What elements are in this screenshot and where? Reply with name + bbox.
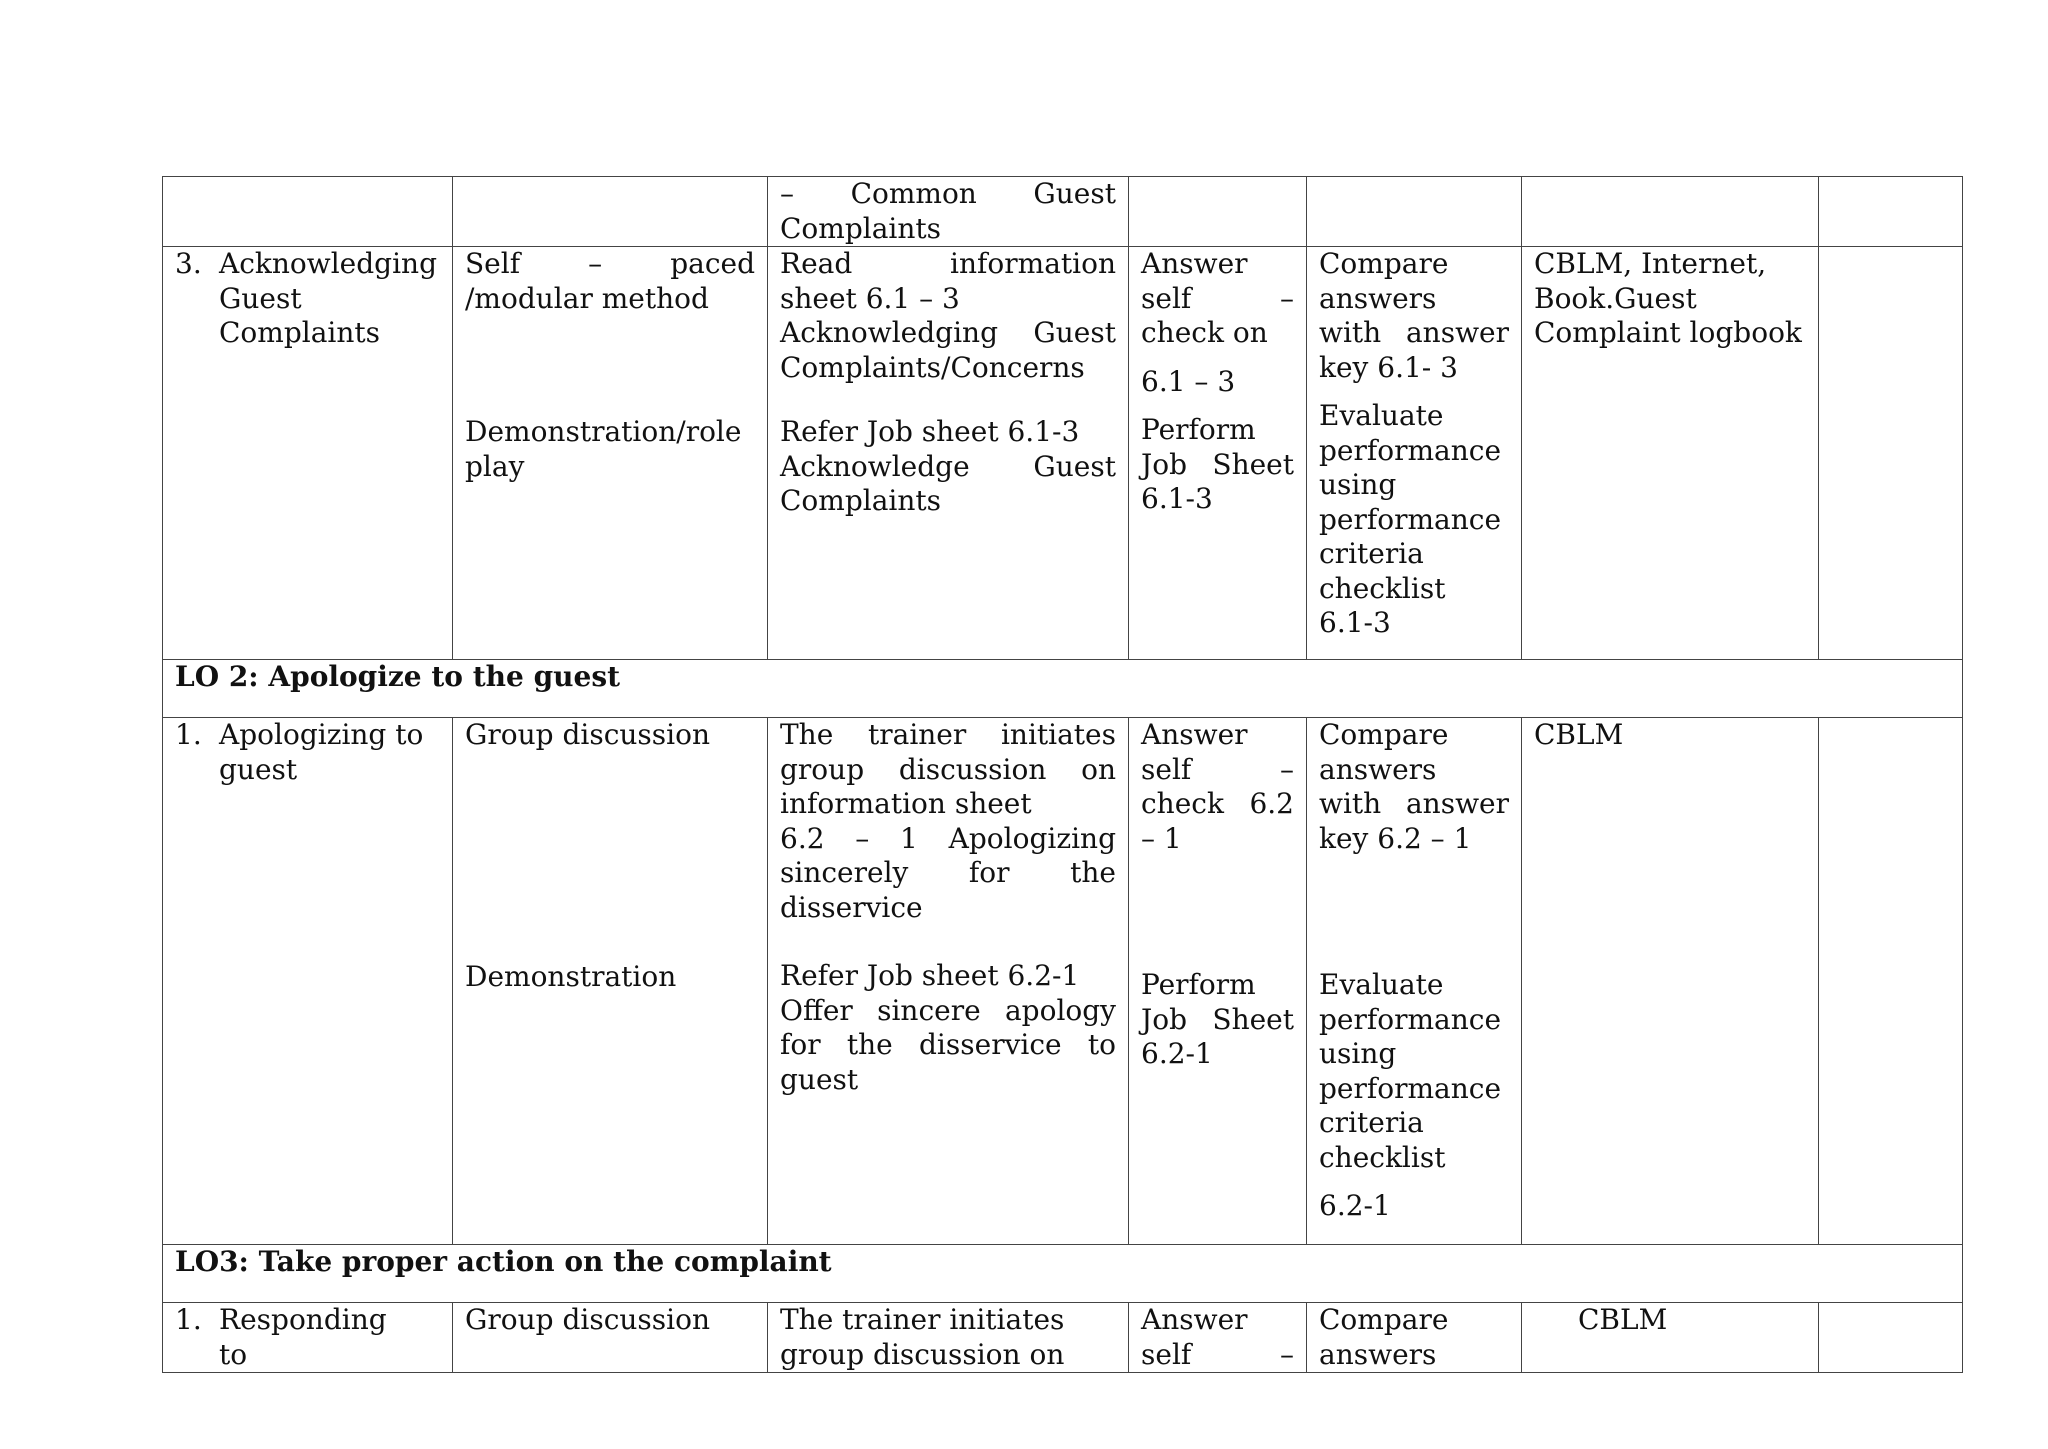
text-line: Complaints bbox=[219, 316, 381, 349]
cell-time bbox=[1819, 1303, 1963, 1373]
text-line: Guest bbox=[219, 281, 302, 315]
text-line: Evaluate bbox=[1319, 968, 1444, 1001]
cell-feedback bbox=[1307, 1303, 1522, 1373]
cell-resources bbox=[1522, 177, 1819, 247]
text-line: Compare bbox=[1319, 1303, 1449, 1336]
text-line: using bbox=[1319, 468, 1397, 501]
learning-outcome-heading bbox=[163, 660, 1963, 718]
text-line: check 6.2 bbox=[1141, 787, 1294, 820]
text-line: group discussion on bbox=[780, 752, 1116, 786]
text-line: information sheet bbox=[780, 787, 1032, 820]
text-line: Refer Job sheet 6.2-1 bbox=[780, 959, 1080, 992]
numbered-item bbox=[175, 1303, 440, 1372]
cell-content bbox=[163, 718, 453, 1245]
text-line: CBLM bbox=[1578, 1303, 1668, 1336]
text-line: Read information bbox=[780, 247, 1116, 280]
text-line: Perform bbox=[1141, 968, 1256, 1001]
cell-presentation bbox=[768, 177, 1129, 247]
item-number: 1. bbox=[175, 1303, 202, 1336]
cell-time bbox=[1819, 247, 1963, 660]
text-line: Evaluate bbox=[1319, 399, 1444, 432]
text-line: Group discussion bbox=[465, 718, 711, 751]
text-line: Answer bbox=[1141, 718, 1248, 751]
text-line: performance bbox=[1319, 1002, 1502, 1036]
cell-resources bbox=[1522, 1303, 1819, 1373]
text-line: Offer sincere apology bbox=[780, 993, 1116, 1027]
table-row bbox=[163, 1245, 1963, 1303]
learning-outcome-heading bbox=[163, 1245, 1963, 1303]
text-line: Answer bbox=[1141, 1303, 1248, 1336]
text-line: /modular method bbox=[465, 281, 709, 315]
text-line: criteria bbox=[1319, 537, 1424, 570]
lo-title: LO 2: Apologize to the guest bbox=[175, 660, 621, 693]
text-line: Acknowledge Guest bbox=[780, 449, 1116, 483]
item-number: 1. bbox=[175, 718, 202, 751]
lo-title: LO3: Take proper action on the complaint bbox=[175, 1245, 832, 1278]
cell-resources bbox=[1522, 718, 1819, 1245]
text-line: sheet 6.1 – 3 bbox=[780, 281, 960, 315]
text-line: Answer bbox=[1141, 247, 1248, 280]
text-line: self – bbox=[1141, 281, 1294, 315]
text-line: Complaints bbox=[780, 211, 942, 245]
table-row bbox=[163, 660, 1963, 718]
text-line: with answer bbox=[1319, 316, 1509, 349]
text-line: answers bbox=[1319, 1337, 1437, 1371]
text-line: 6.1-3 bbox=[1319, 606, 1391, 639]
cell-presentation bbox=[768, 1303, 1129, 1373]
text-line: Job Sheet bbox=[1141, 447, 1294, 481]
text-line: 6.1 – 3 bbox=[1141, 364, 1236, 398]
cell-presentation bbox=[768, 718, 1129, 1245]
text-line: Compare bbox=[1319, 247, 1449, 280]
text-line: Group discussion bbox=[465, 1303, 711, 1336]
cell-practice bbox=[1129, 1303, 1307, 1373]
cell-practice bbox=[1129, 247, 1307, 660]
text-line: disservice bbox=[780, 890, 923, 924]
text-line: checklist bbox=[1319, 571, 1446, 605]
text-line: play bbox=[465, 449, 525, 483]
cell-time bbox=[1819, 718, 1963, 1245]
text-line: Demonstration bbox=[465, 959, 677, 993]
text-line: Acknowledging bbox=[219, 247, 438, 280]
text-line: The trainer initiates bbox=[780, 718, 1116, 751]
text-line: – Common Guest bbox=[780, 177, 1116, 210]
text-line: Compare bbox=[1319, 718, 1449, 751]
cell-resources bbox=[1522, 247, 1819, 660]
text-line: Book.Guest bbox=[1534, 281, 1697, 315]
cell-content bbox=[163, 177, 453, 247]
text-line: Complaint logbook bbox=[1534, 316, 1802, 349]
text-line: Apologizing to bbox=[219, 718, 424, 751]
cell-content bbox=[163, 247, 453, 660]
text-line: The trainer initiates bbox=[780, 1303, 1065, 1336]
cell-practice bbox=[1129, 177, 1307, 247]
text-line: Acknowledging Guest bbox=[780, 316, 1116, 349]
text-line: 6.2-1 bbox=[1319, 1189, 1391, 1222]
item-number: 3. bbox=[175, 247, 202, 280]
text-line: using bbox=[1319, 1037, 1397, 1070]
text-line: answers bbox=[1319, 752, 1437, 786]
text-line: performance bbox=[1319, 433, 1502, 467]
text-line: Responding bbox=[219, 1303, 387, 1336]
text-line: self – bbox=[1141, 1337, 1294, 1371]
text-line: checklist bbox=[1319, 1140, 1446, 1174]
text-line: 6.1-3 bbox=[1141, 482, 1213, 515]
cell-practice bbox=[1129, 718, 1307, 1245]
text-line: key 6.1- 3 bbox=[1319, 350, 1458, 384]
numbered-item bbox=[175, 247, 440, 351]
table-row bbox=[163, 1303, 1963, 1373]
cell-time bbox=[1819, 177, 1963, 247]
session-plan-table bbox=[162, 176, 1963, 1373]
text-line: Complaints/Concerns bbox=[780, 350, 1085, 384]
text-line: 6.2-1 bbox=[1141, 1037, 1213, 1070]
cell-method bbox=[453, 247, 768, 660]
text-line: Refer Job sheet 6.1-3 bbox=[780, 415, 1080, 448]
text-line: Self – paced bbox=[465, 247, 755, 280]
text-line: answers bbox=[1319, 281, 1437, 315]
text-line: criteria bbox=[1319, 1106, 1424, 1139]
text-line: sincerely for the bbox=[780, 856, 1116, 889]
text-line: Demonstration/role bbox=[465, 415, 742, 448]
text-line: CBLM bbox=[1534, 718, 1624, 751]
cell-method bbox=[453, 177, 768, 247]
text-line: Perform bbox=[1141, 413, 1256, 446]
text-line: check on bbox=[1141, 316, 1268, 349]
text-line: Job Sheet bbox=[1141, 1002, 1294, 1036]
text-line: with answer bbox=[1319, 787, 1509, 820]
cell-feedback bbox=[1307, 177, 1522, 247]
numbered-item bbox=[175, 718, 440, 787]
cell-content bbox=[163, 1303, 453, 1373]
table-row bbox=[163, 718, 1963, 1245]
text-line: key 6.2 – 1 bbox=[1319, 821, 1472, 855]
text-line: guest bbox=[219, 752, 298, 786]
text-line: performance bbox=[1319, 502, 1502, 536]
text-line: CBLM, Internet, bbox=[1534, 247, 1767, 280]
cell-presentation bbox=[768, 247, 1129, 660]
text-line: group discussion on bbox=[780, 1337, 1065, 1371]
cell-feedback bbox=[1307, 247, 1522, 660]
text-line: 6.2 – 1 Apologizing bbox=[780, 821, 1116, 855]
table-row bbox=[163, 247, 1963, 660]
text-line: – 1 bbox=[1141, 821, 1182, 855]
cell-method bbox=[453, 718, 768, 1245]
text-line: to bbox=[219, 1337, 248, 1371]
text-line: Complaints bbox=[780, 484, 942, 517]
cell-feedback bbox=[1307, 718, 1522, 1245]
text-line: performance bbox=[1319, 1071, 1502, 1105]
table-row bbox=[163, 177, 1963, 247]
cell-method bbox=[453, 1303, 768, 1373]
text-line: for the disservice to bbox=[780, 1028, 1116, 1061]
text-line: self – bbox=[1141, 752, 1294, 786]
text-line: guest bbox=[780, 1062, 859, 1096]
